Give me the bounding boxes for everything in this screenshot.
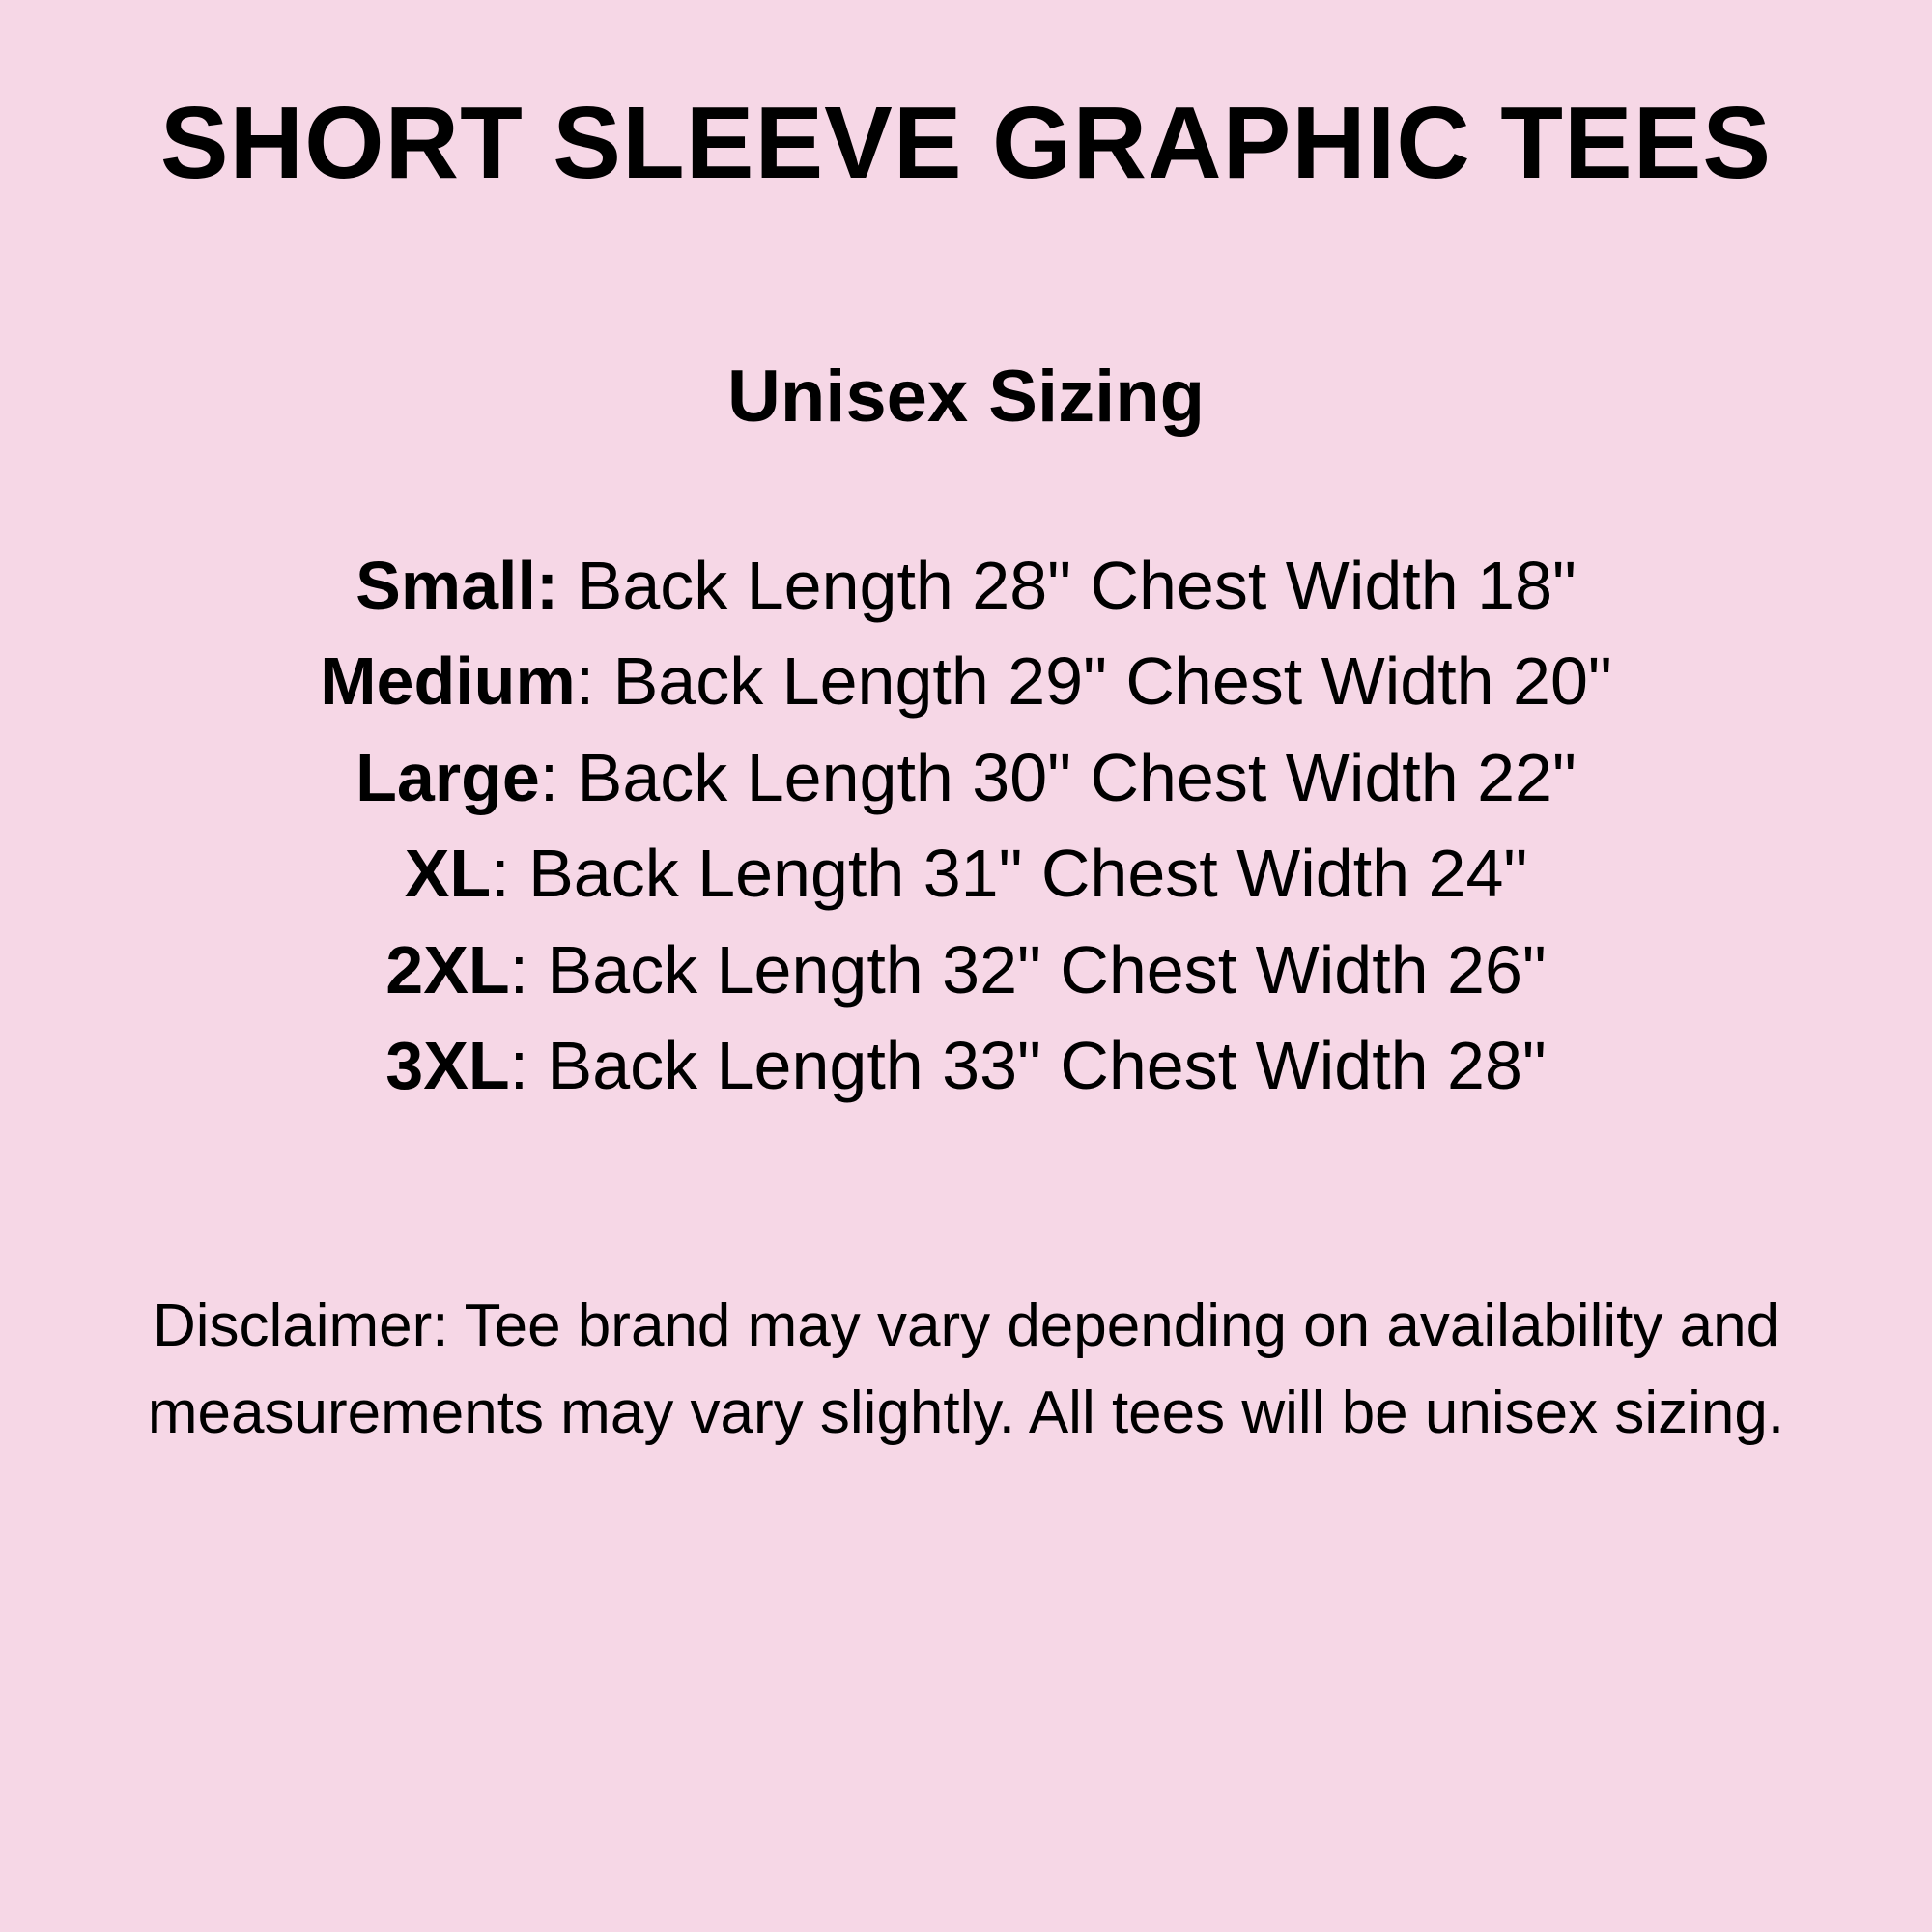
list-item xyxy=(320,634,1612,729)
size-measurements: : Back Length 31" Chest Width 24" xyxy=(491,836,1528,912)
size-list xyxy=(58,538,1874,1114)
size-label: XL xyxy=(404,836,492,912)
size-label: 3XL xyxy=(385,1028,510,1104)
page-title: SHORT SLEEVE GRAPHIC TEES xyxy=(159,86,1773,200)
list-item xyxy=(385,923,1546,1018)
size-measurements: : Back Length 29" Chest Width 20" xyxy=(575,643,1612,720)
disclaimer-text: Disclaimer: Tee brand may vary depending on availability and measurements may vary slightly. All tees will be unisex sizing. xyxy=(147,1293,1785,1447)
size-label: Medium xyxy=(320,643,576,720)
size-measurements: : Back Length 32" Chest Width 26" xyxy=(509,931,1547,1008)
sizing-subtitle: Unisex Sizing xyxy=(726,355,1206,438)
size-label: 2XL xyxy=(385,931,510,1008)
list-item xyxy=(405,826,1528,922)
size-measurements: Back Length 28" Chest Width 18" xyxy=(558,548,1577,624)
size-label: Large xyxy=(355,739,540,815)
list-item xyxy=(355,730,1577,826)
size-label: Small: xyxy=(355,548,559,624)
size-measurements: : Back Length 30" Chest Width 22" xyxy=(539,739,1577,815)
size-measurements: : Back Length 33" Chest Width 28" xyxy=(509,1028,1547,1104)
list-item xyxy=(355,538,1577,634)
list-item xyxy=(385,1018,1546,1114)
